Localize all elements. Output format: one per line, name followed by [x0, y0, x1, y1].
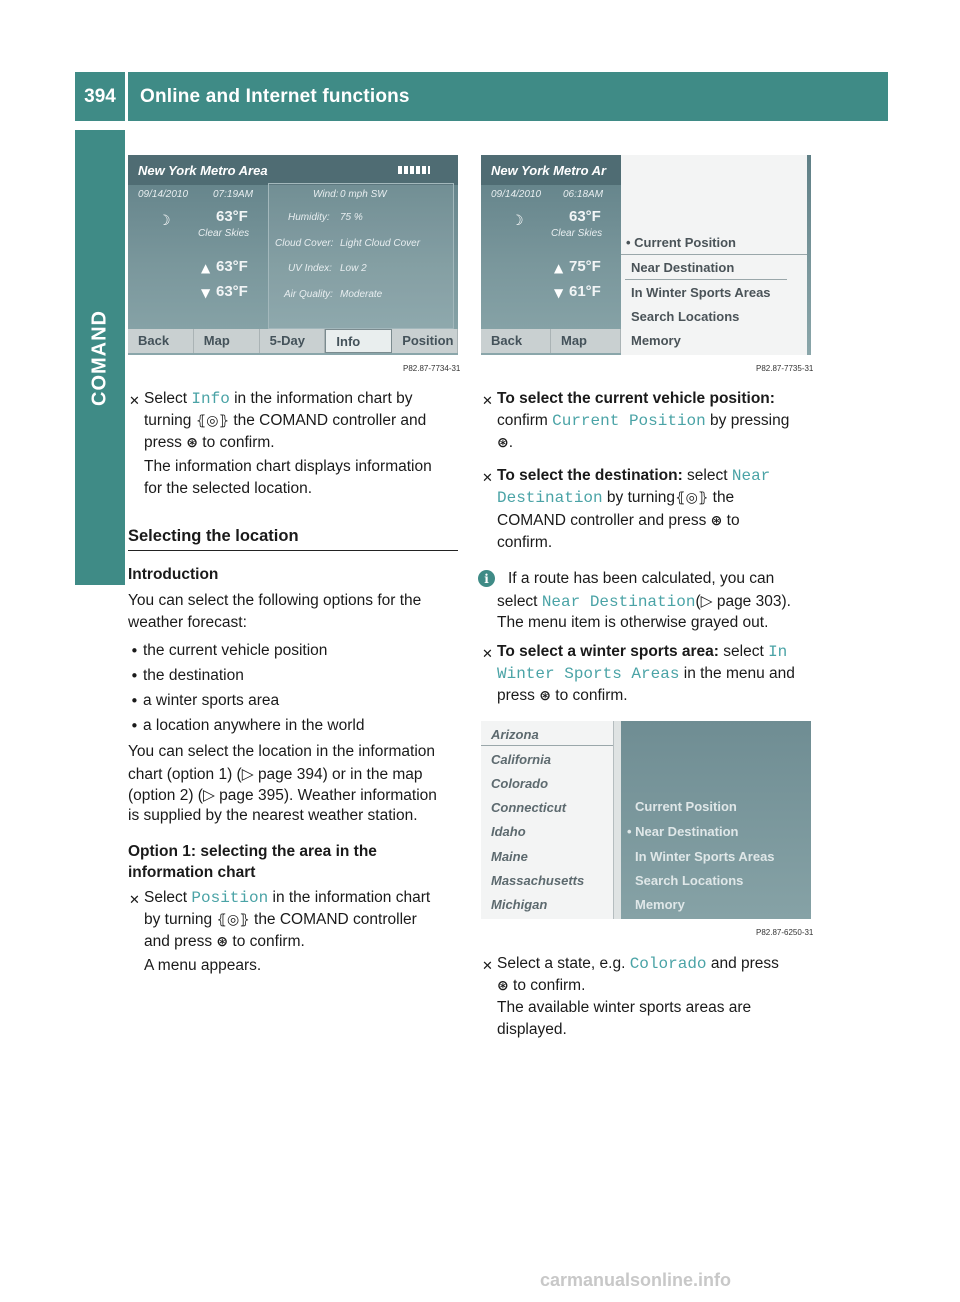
text: to confirm. — [508, 977, 586, 994]
scrollbar[interactable] — [613, 721, 621, 919]
code-position: Position — [191, 889, 269, 907]
code-in: In — [768, 643, 788, 661]
code-near-destination: Near Destination — [541, 593, 696, 611]
step-arrow-icon: ✕ — [129, 394, 140, 409]
watermark: carmanualsonline.info — [540, 1270, 732, 1290]
paragraph: You can select the location in the information — [128, 743, 436, 760]
section-heading: Selecting the location — [128, 527, 299, 545]
screenshot-position-menu — [481, 155, 811, 355]
controller-turn-icon: ⦃◎⦄ — [195, 413, 230, 429]
tab-back[interactable]: Back — [128, 329, 194, 353]
list-item: a winter sports area — [143, 692, 280, 709]
page-number: 394 — [75, 72, 125, 121]
text: press — [497, 687, 540, 704]
low-temp: 61°F — [569, 283, 601, 300]
step-line — [144, 434, 275, 452]
tab-5-day[interactable]: 5-Day — [260, 329, 326, 353]
controller-press-icon: ⊛ — [216, 934, 229, 950]
heading-rule — [128, 550, 458, 551]
air-value: Moderate — [340, 289, 383, 300]
bullet-icon: • — [130, 667, 139, 685]
air-label: Air Quality: — [284, 289, 333, 300]
menu-current-position[interactable]: • Current Position — [626, 235, 736, 250]
controller-turn-icon: ⦃◎⦄ — [216, 912, 250, 928]
tab-bar — [128, 329, 458, 353]
screenshot-weather-info — [128, 155, 458, 355]
menu-current-position[interactable]: Current Position — [635, 799, 737, 814]
uv-label: UV Index: — [288, 263, 332, 274]
screenshot-states-list — [481, 721, 811, 919]
subheading-introduction: Introduction — [128, 566, 219, 583]
step-result: for the selected location. — [144, 480, 313, 497]
high-temp: 63°F — [216, 258, 248, 275]
controller-press-icon: ⊛ — [539, 688, 551, 704]
text: To select the destination: — [497, 467, 683, 484]
text: (▷ page 303). — [695, 593, 791, 610]
list-item: a location anywhere in the world — [143, 717, 365, 734]
step-arrow-icon: ✕ — [129, 893, 140, 908]
tab-map[interactable]: Map — [194, 329, 260, 353]
text: and press — [706, 955, 779, 972]
wind-label: Wind: — [313, 189, 339, 200]
date: 09/14/2010 — [491, 189, 542, 200]
menu-memory[interactable]: Memory — [631, 333, 681, 348]
state-colorado[interactable]: Colorado — [491, 776, 549, 791]
info-icon: i — [478, 570, 495, 587]
menu-winter-sports[interactable]: In Winter Sports Areas — [635, 849, 775, 864]
subheading-option-1: Option 1: selecting the area in the — [128, 843, 377, 860]
date: 09/14/2010 — [138, 189, 189, 200]
humidity-value: 75 % — [340, 212, 363, 223]
menu-search-locations[interactable]: Search Locations — [635, 873, 744, 888]
time: 07:19AM — [213, 189, 254, 200]
condition: Clear Skies — [198, 228, 250, 239]
moon-icon: ☽ — [511, 213, 524, 229]
code-current-position: Current Position — [552, 412, 706, 430]
time: 06:18AM — [563, 189, 604, 200]
image-code: P82.87-6250-31 — [756, 928, 814, 937]
text: press — [144, 434, 187, 451]
cloud-value: Light Cloud Cover — [340, 238, 421, 249]
step-result: The information chart displays information — [144, 458, 432, 475]
text: to confirm. — [197, 434, 275, 451]
text: To select a winter sports area: — [497, 643, 719, 660]
step-line — [497, 643, 787, 661]
cloud-label: Cloud Cover: — [275, 238, 334, 249]
step-arrow-icon: ✕ — [482, 471, 493, 486]
text: by turning — [602, 489, 676, 506]
step-line — [497, 977, 585, 995]
text: to confirm. — [550, 687, 628, 704]
high-temp-icon: ▲ — [554, 261, 564, 275]
paragraph: weather forecast: — [128, 614, 247, 631]
step-arrow-icon: ✕ — [482, 394, 493, 409]
step-line — [497, 687, 628, 705]
list-item: the destination — [143, 667, 244, 684]
note-line: The menu item is otherwise grayed out. — [497, 614, 769, 631]
text: select — [497, 593, 542, 610]
step-select-position — [144, 889, 430, 907]
states-list — [481, 721, 621, 919]
controller-turn-icon: ⦃◎⦄ — [675, 490, 709, 506]
text: select — [718, 643, 769, 660]
condition: Clear Skies — [551, 228, 603, 239]
text: the — [708, 489, 735, 506]
high-temp-icon: ▲ — [201, 261, 211, 275]
screen-title: New York Metro Ar — [481, 155, 621, 185]
menu-near-destination[interactable]: Near Destination — [631, 260, 735, 275]
step-heading: To select the current vehicle position: — [497, 390, 775, 407]
text: Select — [144, 390, 192, 407]
step-line — [497, 955, 779, 973]
step-line — [144, 933, 305, 951]
text: the COMAND controller and — [229, 412, 427, 429]
paragraph: You can select the following options for the — [128, 592, 422, 609]
menu-search-locations[interactable]: Search Locations — [631, 309, 740, 324]
menu-memory[interactable]: Memory — [635, 897, 685, 912]
menu-winter-sports[interactable]: In Winter Sports Areas — [631, 285, 771, 300]
state-idaho[interactable]: Idaho — [491, 824, 526, 839]
text: turning — [144, 412, 196, 429]
side-tab — [75, 130, 125, 585]
text: COMAND controller and press — [497, 512, 711, 529]
text: . — [508, 434, 514, 451]
moon-icon: ☽ — [158, 213, 171, 229]
code-info: Info — [191, 390, 230, 408]
step-arrow-icon: ✕ — [482, 647, 493, 662]
text: in the information chart — [268, 889, 431, 906]
step-arrow-icon: ✕ — [482, 959, 493, 974]
code-colorado: Colorado — [629, 955, 707, 973]
uv-value: Low 2 — [340, 263, 367, 274]
code-near: Near — [731, 467, 771, 485]
step-line — [144, 911, 417, 929]
state-arizona[interactable]: Arizona — [491, 727, 539, 742]
menu-divider — [625, 279, 787, 280]
text: in the menu and — [679, 665, 795, 682]
paragraph: (option 2) (▷ page 395). Weather information — [128, 787, 437, 804]
text: by pressing — [705, 412, 790, 429]
code-destination: Destination — [497, 489, 603, 507]
text: Select — [144, 889, 192, 906]
menu-divider — [621, 254, 807, 255]
step-line: confirm. — [497, 534, 553, 551]
text: in the information chart by — [229, 390, 413, 407]
low-temp-icon: ▼ — [554, 286, 564, 300]
current-temp: 63°F — [216, 208, 248, 225]
list-item: the current vehicle position — [143, 642, 328, 659]
tab-info[interactable]: Info — [325, 329, 392, 353]
text: and press — [144, 933, 217, 950]
screen-title: New York Metro Area — [128, 155, 458, 185]
controller-press-icon: ⊛ — [497, 435, 509, 451]
step-line — [144, 412, 426, 430]
step-select-info — [144, 390, 412, 408]
note-line: If a route has been calculated, you can — [508, 570, 775, 587]
position-menu — [621, 155, 807, 355]
text: the COMAND controller — [249, 911, 417, 928]
code-winter-sports-areas: Winter Sports Areas — [497, 665, 680, 683]
step-line — [497, 412, 789, 430]
tab-map[interactable]: Map — [551, 329, 621, 353]
section-title: Online and Internet functions — [128, 72, 888, 121]
tab-back[interactable]: Back — [481, 329, 551, 353]
step-line — [497, 434, 513, 452]
text: Select a state, e.g. — [497, 955, 630, 972]
step-line — [497, 665, 795, 683]
tab-position[interactable]: Position — [392, 329, 458, 353]
signal-icon — [398, 166, 430, 174]
menu-near-destination[interactable]: • Near Destination — [627, 824, 739, 839]
low-temp-icon: ▼ — [201, 286, 211, 300]
state-connecticut[interactable]: Connecticut — [491, 800, 567, 815]
current-temp: 63°F — [569, 208, 601, 225]
step-result: displayed. — [497, 1021, 567, 1038]
text: confirm — [497, 412, 553, 429]
text: by turning — [144, 911, 217, 928]
step-line — [497, 512, 740, 530]
list-divider — [481, 745, 621, 746]
controller-press-icon: ⊛ — [186, 435, 198, 451]
high-temp: 75°F — [569, 258, 601, 275]
state-maine[interactable]: Maine — [491, 849, 528, 864]
controller-press-icon: ⊛ — [710, 513, 723, 529]
state-michigan[interactable]: Michigan — [491, 897, 548, 912]
step-line — [497, 489, 734, 507]
side-tab-label: COMAND — [88, 309, 111, 406]
bullet-icon: • — [130, 717, 139, 735]
note-line — [497, 592, 791, 611]
subheading-option-1: information chart — [128, 864, 256, 881]
step-result: A menu appears. — [144, 957, 262, 974]
step-line — [497, 467, 770, 485]
bullet-icon: • — [130, 692, 139, 710]
image-code: P82.87-7734-31 — [403, 364, 461, 373]
tab-bar — [481, 329, 621, 353]
wind-value: 0 mph SW — [340, 189, 387, 200]
humidity-label: Humidity: — [288, 212, 330, 223]
image-code: P82.87-7735-31 — [756, 364, 814, 373]
paragraph: chart (option 1) (▷ page 394) or in the map — [128, 766, 423, 783]
low-temp: 63°F — [216, 283, 248, 300]
text: to — [722, 512, 740, 529]
paragraph: is supplied by the nearest weather station. — [128, 807, 418, 824]
text: to confirm. — [228, 933, 305, 950]
step-result: The available winter sports areas are — [497, 999, 752, 1016]
text: select — [682, 467, 732, 484]
bullet-icon: • — [130, 642, 139, 660]
state-massachusetts[interactable]: Massachusetts — [491, 873, 585, 888]
state-california[interactable]: California — [491, 752, 551, 767]
controller-press-icon: ⊛ — [497, 978, 509, 994]
